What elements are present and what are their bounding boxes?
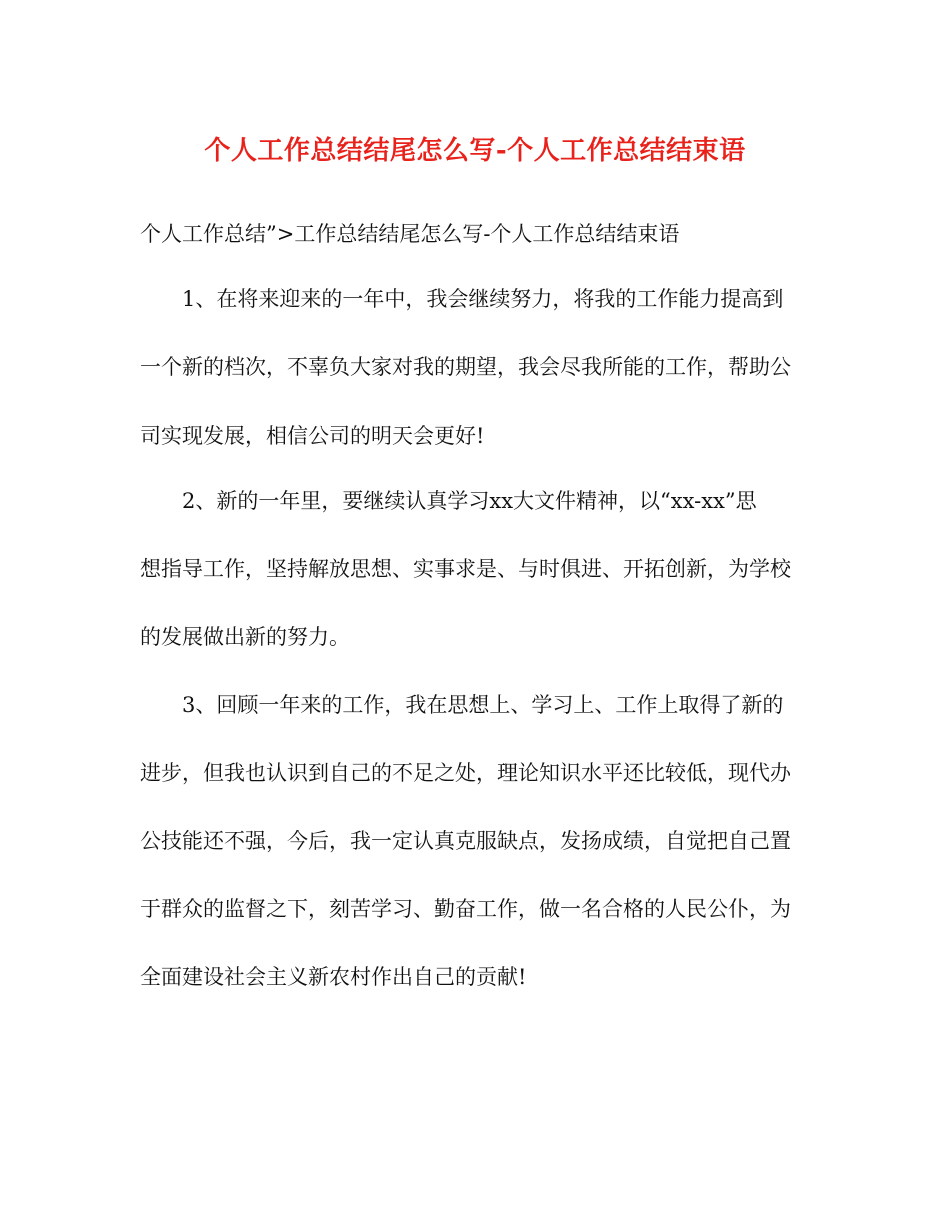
document-title: 个人工作总结结尾怎么写-个人工作总结结束语: [204, 136, 746, 166]
breadcrumb: 个人工作总结”>工作总结结尾怎么写-个人工作总结结束语: [140, 222, 680, 246]
paragraph-1-line-1: 1、在将来迎来的一年中，我会继续努力，将我的工作能力提高到: [182, 287, 784, 311]
paragraph-2-line-1: 2、新的一年里，要继续认真学习xx大文件精神，以“xx-xx”思: [182, 489, 757, 513]
paragraph-3-line-4: 于群众的监督之下，刻苦学习、勤奋工作，做一名合格的人民公仆，为: [140, 897, 791, 921]
paragraph-3-line-5: 全面建设社会主义新农村作出自己的贡献!: [140, 965, 527, 989]
paragraph-2-line-2: 想指导工作，坚持解放思想、实事求是、与时俱进、开拓创新，为学校: [140, 557, 791, 581]
paragraph-3-line-3: 公技能还不强，今后，我一定认真克服缺点，发扬成绩，自觉把自己置: [140, 829, 791, 853]
paragraph-2-line-3: 的发展做出新的努力。: [140, 625, 350, 649]
paragraph-3-line-1: 3、回顾一年来的工作，我在思想上、学习上、工作上取得了新的: [182, 693, 784, 717]
paragraph-1-line-3: 司实现发展，相信公司的明天会更好!: [140, 424, 485, 448]
paragraph-3-line-2: 进步，但我也认识到自己的不足之处，理论知识水平还比较低，现代办: [140, 761, 791, 785]
paragraph-1-line-2: 一个新的档次，不辜负大家对我的期望，我会尽我所能的工作，帮助公: [140, 355, 791, 379]
